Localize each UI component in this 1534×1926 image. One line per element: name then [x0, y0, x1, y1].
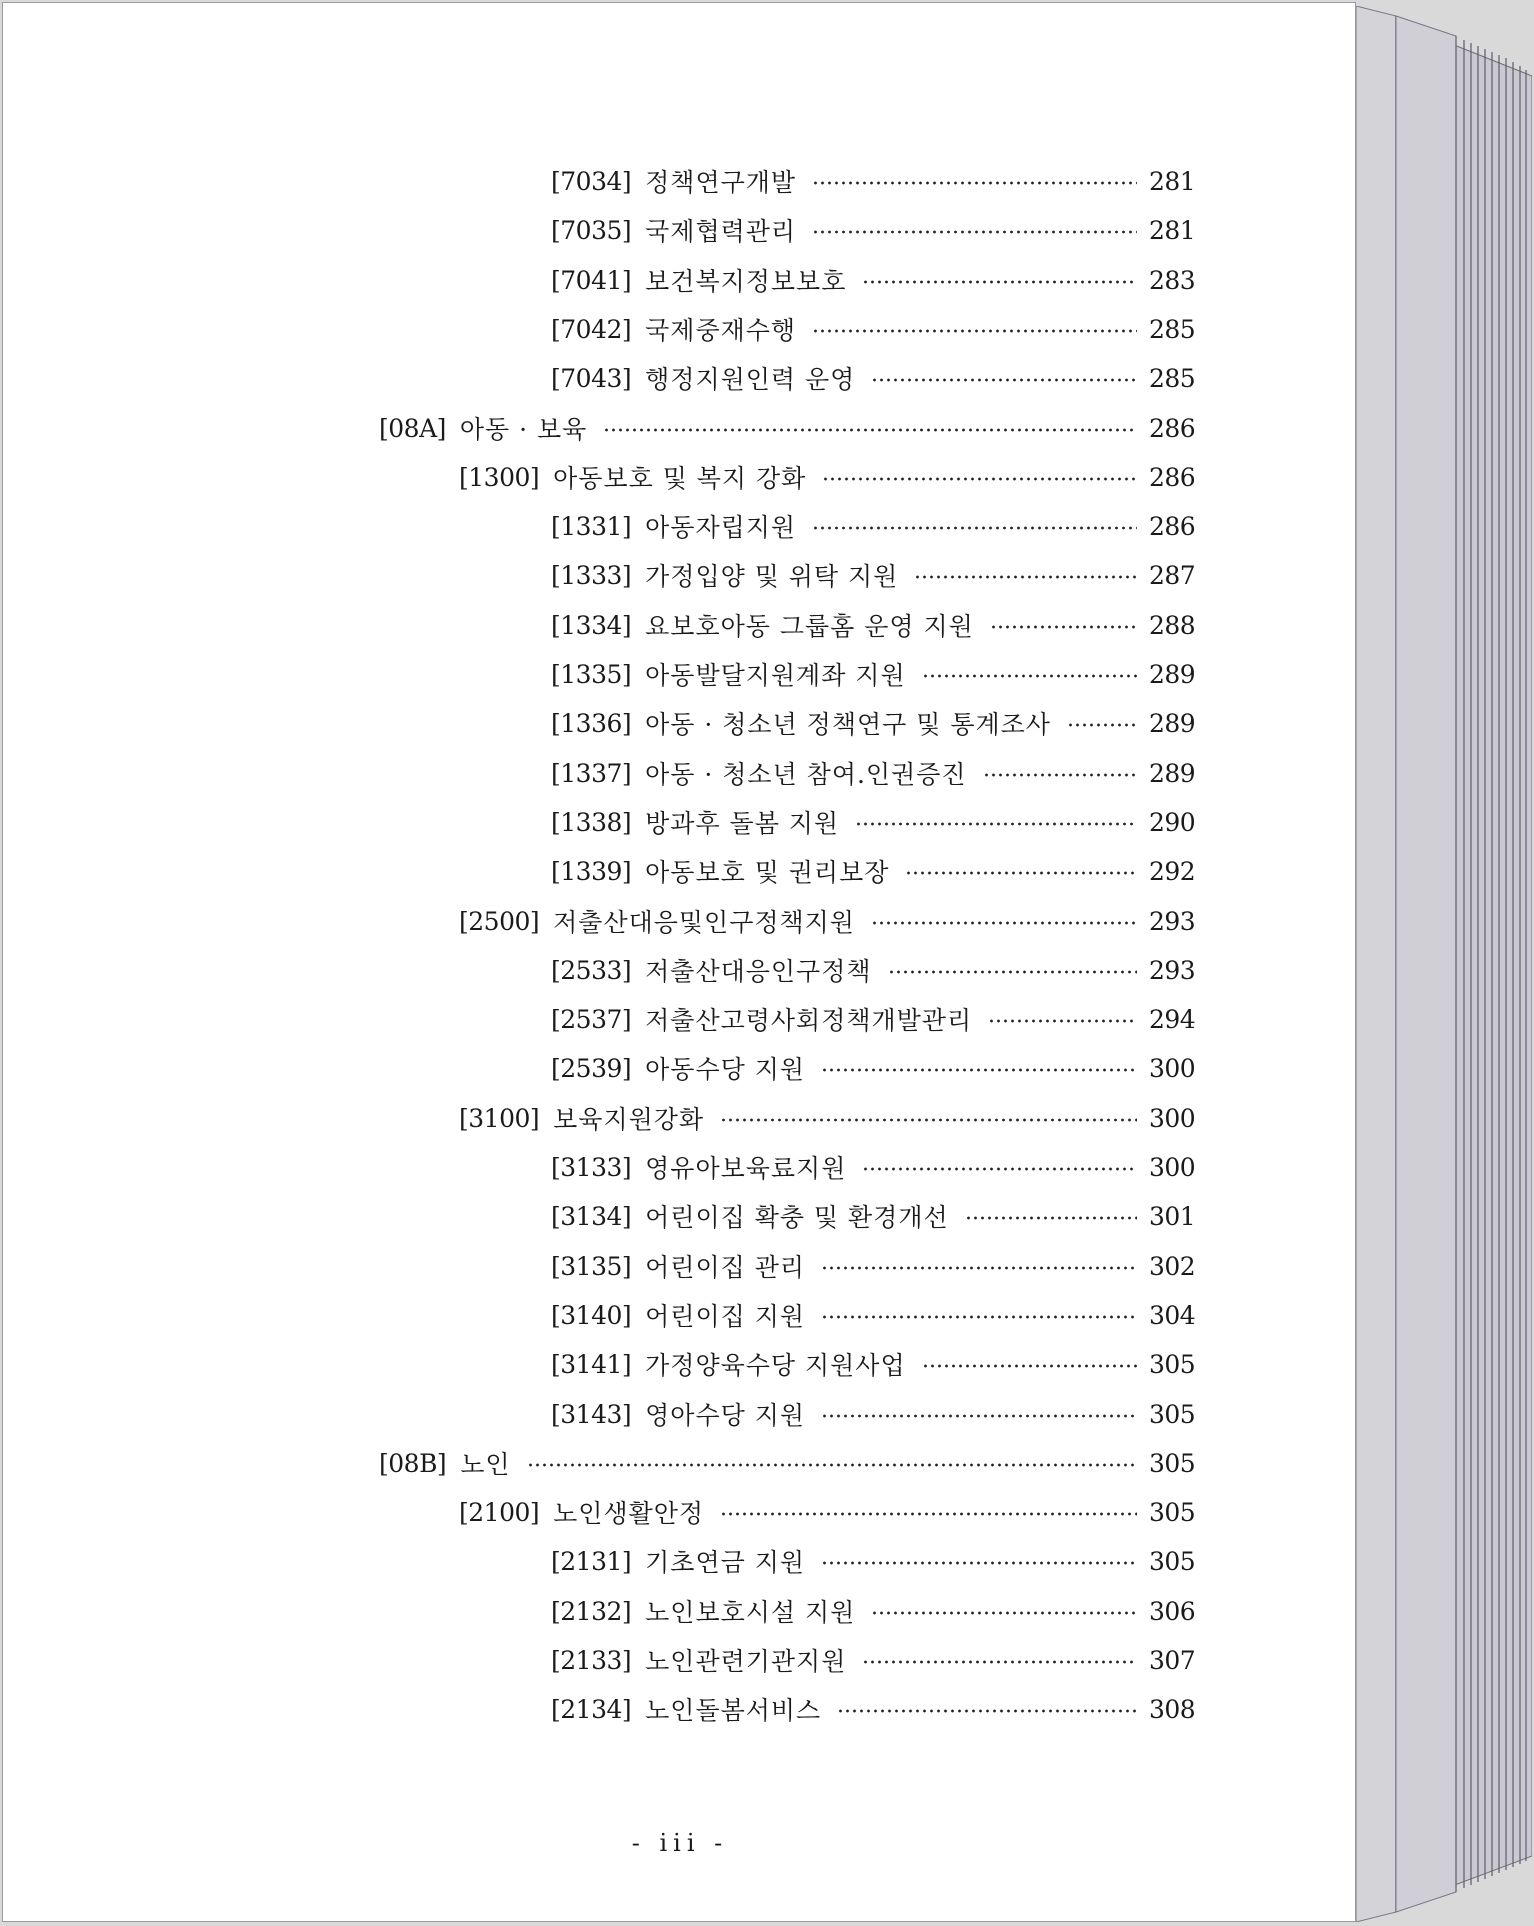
dot-leader [527, 1463, 1137, 1467]
dot-leader [905, 871, 1137, 875]
toc-entry-code: [3135] [551, 1251, 632, 1281]
toc-entry-page-number: 283 [1149, 265, 1196, 295]
toc-entry-code: [2132] [551, 1596, 632, 1626]
toc-entry-level-3 [551, 210, 1196, 250]
toc-entry-page-number: 306 [1149, 1596, 1196, 1626]
toc-entry-code: [1337] [551, 758, 632, 788]
toc-entry-code: [2537] [551, 1004, 632, 1034]
dot-leader [922, 674, 1137, 678]
toc-entry-code: [1300] [459, 462, 540, 492]
toc-entry-level-3 [551, 753, 1196, 793]
toc-entry-page-number: 281 [1149, 215, 1196, 245]
toc-entry-page-number: 285 [1149, 363, 1196, 393]
toc-entry-level-3 [551, 1048, 1196, 1088]
toc-entry-code: [2100] [459, 1497, 540, 1527]
toc-entry-page-number: 300 [1149, 1103, 1196, 1133]
toc-entry-code: [1335] [551, 659, 632, 689]
toc-entry-page-number: 286 [1149, 511, 1196, 541]
toc-entry-title: 영유아보육료지원 [645, 1154, 847, 1183]
dot-leader [603, 428, 1137, 432]
toc-entry-page-number: 305 [1149, 1399, 1196, 1429]
toc-entry-code: [08B] [379, 1448, 447, 1478]
toc-entry-page-number: 307 [1149, 1645, 1196, 1675]
toc-entry-page-number: 293 [1149, 955, 1196, 985]
document-page [2, 2, 1356, 1922]
book-page-edges [1356, 6, 1532, 1922]
toc-entry-title: 아동 · 청소년 정책연구 및 통계조사 [645, 710, 1051, 739]
toc-entry-level-2 [459, 901, 1196, 941]
toc-entry-page-number: 305 [1149, 1349, 1196, 1379]
toc-entry-title: 노인보호시설 지원 [645, 1598, 856, 1627]
toc-entry-title: 노인돌봄서비스 [645, 1696, 822, 1725]
toc-entry-level-3 [551, 802, 1196, 842]
toc-entry-level-3 [551, 703, 1196, 743]
toc-entry-level-3 [551, 1196, 1196, 1236]
toc-entry-code: [7043] [551, 363, 632, 393]
toc-entry-level-2 [459, 457, 1196, 497]
toc-entry-title: 아동발달지원계좌 지원 [645, 661, 906, 690]
dot-leader [822, 477, 1137, 481]
toc-entry-code: [3140] [551, 1300, 632, 1330]
toc-entry-title: 아동보호 및 복지 강화 [553, 464, 807, 493]
toc-entry-level-3 [551, 260, 1196, 300]
toc-entry-code: [1336] [551, 708, 632, 738]
toc-entry-title: 노인생활안정 [553, 1499, 705, 1528]
dot-leader [990, 625, 1137, 629]
toc-entry-page-number: 294 [1149, 1004, 1196, 1034]
toc-entry-code: [1338] [551, 807, 632, 837]
toc-entry-title: 영아수당 지원 [645, 1401, 805, 1430]
toc-entry-title: 저출산대응및인구정책지원 [553, 908, 855, 937]
toc-entry-level-2 [459, 1098, 1196, 1138]
toc-entry-level-3 [551, 999, 1196, 1039]
toc-entry-page-number: 289 [1149, 758, 1196, 788]
dot-leader [812, 329, 1137, 333]
toc-entry-level-3 [551, 161, 1196, 201]
dot-leader [914, 575, 1137, 579]
dot-leader [720, 1118, 1137, 1122]
toc-entry-page-number: 289 [1149, 659, 1196, 689]
toc-entry-code: [1339] [551, 856, 632, 886]
toc-entry-title: 국제중재수행 [645, 316, 797, 345]
toc-entry-level-3 [551, 1344, 1196, 1384]
toc-entry-page-number: 301 [1149, 1201, 1196, 1231]
dot-leader [821, 1561, 1137, 1565]
toc-entry-page-number: 304 [1149, 1300, 1196, 1330]
toc-entry-level-3 [551, 605, 1196, 645]
toc-entry-code: [7034] [551, 166, 632, 196]
toc-entry-code: [3134] [551, 1201, 632, 1231]
toc-entry-level-3 [551, 1295, 1196, 1335]
toc-entry-page-number: 288 [1149, 610, 1196, 640]
toc-entry-level-3 [551, 1147, 1196, 1187]
toc-entry-page-number: 286 [1149, 462, 1196, 492]
toc-entry-page-number: 293 [1149, 906, 1196, 936]
toc-entry-title: 어린이집 관리 [645, 1253, 805, 1282]
toc-entry-title: 아동자립지원 [645, 513, 797, 542]
toc-entry-title: 가정입양 및 위탁 지원 [645, 562, 899, 591]
toc-entry-title: 저출산고령사회정책개발관리 [645, 1006, 973, 1035]
toc-entry-title: 아동 · 보육 [459, 415, 588, 444]
toc-entry-title: 보육지원강화 [553, 1105, 705, 1134]
toc-entry-code: [3143] [551, 1399, 632, 1429]
toc-entry-page-number: 308 [1149, 1694, 1196, 1724]
toc-entry-page-number: 305 [1149, 1497, 1196, 1527]
dot-leader [871, 921, 1137, 925]
toc-entry-code: [2533] [551, 955, 632, 985]
toc-entry-level-3 [551, 950, 1196, 990]
toc-entry-title: 국제협력관리 [645, 217, 797, 246]
dot-leader [862, 1660, 1137, 1664]
toc-entry-title: 아동 · 청소년 참여.인권증진 [645, 760, 967, 789]
toc-entry-level-3 [551, 309, 1196, 349]
toc-entry-title: 어린이집 확충 및 환경개선 [645, 1203, 949, 1232]
dot-leader [720, 1512, 1137, 1516]
dot-leader [821, 1266, 1137, 1270]
page-number: - iii - [631, 1829, 729, 1857]
toc-entry-page-number: 302 [1149, 1251, 1196, 1281]
toc-entry-code: [3133] [551, 1152, 632, 1182]
toc-entry-title: 어린이집 지원 [645, 1302, 805, 1331]
toc-entry-level-3 [551, 1591, 1196, 1631]
toc-entry-page-number: 305 [1149, 1448, 1196, 1478]
toc-entry-title: 저출산대응인구정책 [645, 957, 872, 986]
toc-entry-level-1 [379, 408, 1196, 448]
dot-leader [855, 822, 1137, 826]
toc-entry-page-number: 300 [1149, 1152, 1196, 1182]
dot-leader [862, 280, 1137, 284]
toc-entry-code: [7041] [551, 265, 632, 295]
toc-entry-page-number: 300 [1149, 1053, 1196, 1083]
toc-entry-code: [1333] [551, 560, 632, 590]
toc-entry-level-3 [551, 1246, 1196, 1286]
toc-entry-level-3 [551, 851, 1196, 891]
dot-leader [821, 1315, 1137, 1319]
dot-leader [871, 378, 1137, 382]
toc-entry-title: 요보호아동 그룹홈 운영 지원 [645, 612, 974, 641]
toc-entry-level-3 [551, 555, 1196, 595]
dot-leader [821, 1414, 1137, 1418]
toc-entry-level-3 [551, 358, 1196, 398]
toc-entry-title: 방과후 돌봄 지원 [645, 809, 840, 838]
dot-leader [1067, 723, 1137, 727]
toc-entry-code: [7035] [551, 215, 632, 245]
toc-entry-level-3 [551, 1541, 1196, 1581]
toc-entry-title: 행정지원인력 운영 [645, 365, 856, 394]
toc-entry-code: [08A] [379, 413, 446, 443]
dot-leader [983, 773, 1137, 777]
toc-entry-level-2 [459, 1492, 1196, 1532]
toc-entry-code: [2134] [551, 1694, 632, 1724]
toc-entry-page-number: 285 [1149, 314, 1196, 344]
toc-entry-title: 보건복지정보보호 [645, 267, 847, 296]
dot-leader [988, 1019, 1137, 1023]
dot-leader [965, 1216, 1137, 1220]
toc-entry-level-3 [551, 506, 1196, 546]
toc-entry-level-3 [551, 654, 1196, 694]
toc-entry-code: [2500] [459, 906, 540, 936]
toc-entry-level-3 [551, 1640, 1196, 1680]
toc-entry-code: [7042] [551, 314, 632, 344]
toc-entry-title: 정책연구개발 [645, 168, 797, 197]
toc-entry-title: 가정양육수당 지원사업 [645, 1351, 906, 1380]
toc-entry-level-1 [379, 1443, 1196, 1483]
toc-entry-page-number: 289 [1149, 708, 1196, 738]
toc-entry-code: [2539] [551, 1053, 632, 1083]
toc-entry-code: [1334] [551, 610, 632, 640]
toc-entry-code: [2133] [551, 1645, 632, 1675]
dot-leader [812, 526, 1137, 530]
toc-entry-page-number: 281 [1149, 166, 1196, 196]
toc-entry-title: 아동보호 및 권리보장 [645, 858, 890, 887]
toc-entry-level-3 [551, 1689, 1196, 1729]
dot-leader [812, 181, 1137, 185]
dot-leader [888, 970, 1138, 974]
dot-leader [922, 1364, 1137, 1368]
toc-entry-page-number: 286 [1149, 413, 1196, 443]
dot-leader [821, 1068, 1137, 1072]
toc-entry-page-number: 292 [1149, 856, 1196, 886]
toc-entry-title: 기초연금 지원 [645, 1548, 805, 1577]
toc-entry-code: [1331] [551, 511, 632, 541]
dot-leader [862, 1167, 1137, 1171]
toc-entry-code: [3100] [459, 1103, 540, 1133]
toc-entry-level-3 [551, 1394, 1196, 1434]
toc-entry-code: [3141] [551, 1349, 632, 1379]
toc-entry-title: 아동수당 지원 [645, 1055, 805, 1084]
toc-entry-page-number: 305 [1149, 1546, 1196, 1576]
toc-entry-code: [2131] [551, 1546, 632, 1576]
toc-entry-page-number: 287 [1149, 560, 1196, 590]
dot-leader [837, 1709, 1137, 1713]
toc-entry-page-number: 290 [1149, 807, 1196, 837]
toc-entry-title: 노인관련기관지원 [645, 1647, 847, 1676]
toc-entry-title: 노인 [460, 1450, 511, 1479]
dot-leader [812, 230, 1137, 234]
dot-leader [871, 1611, 1137, 1615]
